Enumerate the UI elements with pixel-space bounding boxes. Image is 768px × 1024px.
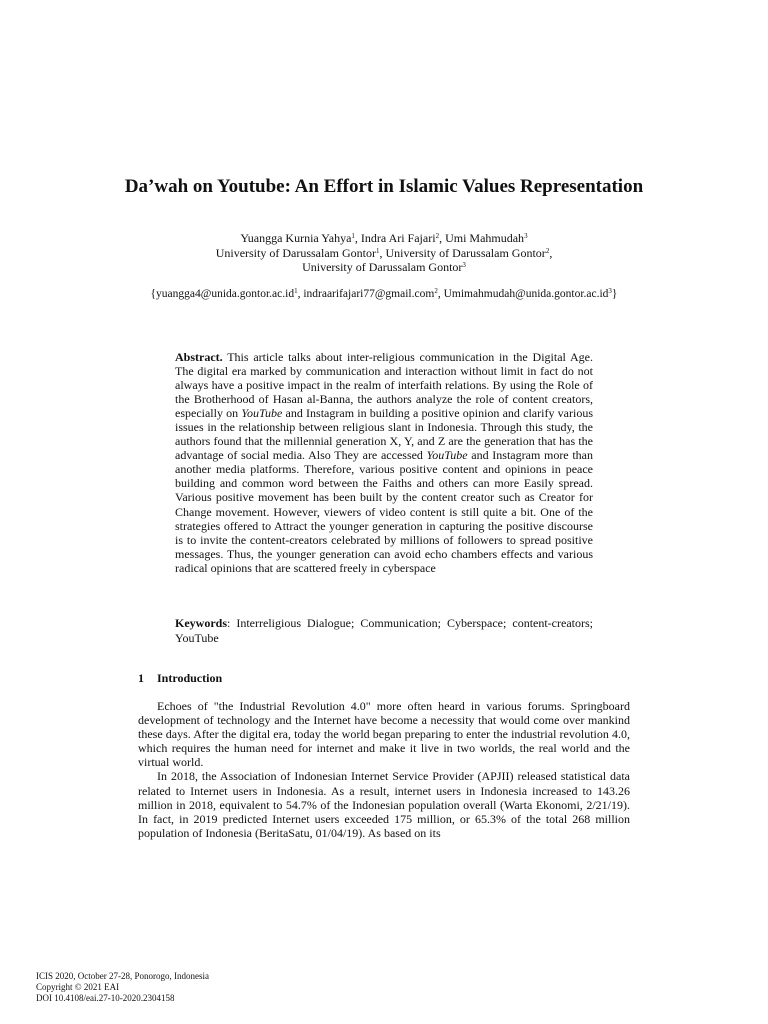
affiliation-superscript: 1 bbox=[376, 246, 380, 255]
author-superscript: 3 bbox=[524, 232, 528, 240]
affiliation: University of Darussalam Gontor bbox=[215, 245, 376, 260]
abstract-italic-youtube: YouTube bbox=[241, 406, 283, 421]
abstract-text: and Instagram in building a positive opinion and clarify various issues in the relationship between religious slant in Indonesia. Through this study, the authors found that the millennial generation X, Y, and Z are the generation that has the advantage of social media. Also They are accessed bbox=[175, 406, 593, 463]
paper-title: Da’wah on Youtube: An Effort in Islamic Values Representation bbox=[124, 176, 644, 197]
keywords bbox=[175, 616, 593, 645]
author-superscript: 2 bbox=[435, 232, 440, 240]
author-names bbox=[100, 231, 668, 246]
author-name: Yuangga Kurnia Yahya bbox=[240, 231, 352, 245]
footer-doi: DOI 10.4108/eai.27-10-2020.2304158 bbox=[36, 993, 175, 1003]
abstract-label: Abstract. bbox=[175, 350, 223, 364]
affiliation: University of Darussalam Gontor bbox=[302, 260, 463, 274]
body-paragraph: Echoes of "the Industrial Revolution 4.0" more often heard in various forums. Springboard development of technology and the Internet have become a necessity that would come over mankind these days. After the digital era, today the world began preparing to enter the industrial revolution 4.0, which requires the human need for internet and make it live in two worlds, the real world and the virtual world. bbox=[138, 699, 630, 770]
affiliation-superscript: 2 bbox=[545, 246, 550, 255]
author-name: , Umi Mahmudah bbox=[439, 231, 525, 245]
affiliation: , University of Darussalam Gontor bbox=[379, 245, 546, 260]
keywords-text: : Interreligious Dialogue; Communication; Cyberspace; content-creators; YouTube bbox=[175, 616, 593, 645]
email-superscript: 1 bbox=[294, 287, 298, 295]
abstract-italic-youtube: YouTube bbox=[426, 448, 468, 463]
footer bbox=[36, 971, 209, 1004]
body-paragraph: In 2018, the Association of Indonesian Internet Service Provider (APJII) released statistical data related to Internet users in Indonesia. As a result, internet users in Indonesia increased to 143.26 million in 2018, equivalent to 54.7% of the Indonesian population overall (Warta Ekonomi, 2/21/19). In fact, in 2019 predicted Internet users exceeded 175 million, or 65.3% of the total 268 million population of Indonesia (BeritaSatu, 01/04/19). As based on its bbox=[138, 769, 630, 840]
author-emails bbox=[60, 287, 708, 301]
body-text bbox=[138, 699, 630, 840]
email-superscript: 3 bbox=[608, 287, 612, 295]
author-block bbox=[100, 231, 668, 275]
section-heading bbox=[138, 671, 222, 685]
email: {yuangga4@unida.gontor.ac.id bbox=[150, 288, 295, 300]
email-close-brace: } bbox=[611, 288, 618, 300]
footer-copyright: Copyright © 2021 EAI bbox=[36, 982, 120, 992]
email: , Umimahmudah@unida.gontor.ac.id bbox=[437, 288, 609, 300]
abstract-text: and Instagram more than another media platforms. Therefore, various positive content and opinions in peace building and common word between the Faiths and others can more Easily spread. Various positive movement has been built by the content creator such as Creator for Change movement. However, viewers of video content is still quite a bit. One of the strategies offered to Attract the younger generation in capturing the positive discourse is to invite the content-creators celebrated by millions of followers to spread positive messages. Thus, the younger generation can avoid echo chambers effects and various radical opinions that are scattered freely in cyberspace bbox=[175, 448, 593, 575]
footer-conference: ICIS 2020, October 27-28, Ponorogo, Indonesia bbox=[36, 971, 209, 981]
affiliations-line-2 bbox=[100, 260, 668, 275]
author-name: , Indra Ari Fajari bbox=[354, 231, 436, 245]
section-title: Introduction bbox=[157, 671, 223, 685]
email: , indraarifajari77@gmail.com bbox=[297, 288, 435, 300]
keywords-label: Keywords bbox=[175, 616, 227, 630]
email-superscript: 2 bbox=[434, 287, 438, 295]
section-number: 1 bbox=[138, 671, 144, 685]
abstract bbox=[175, 350, 593, 575]
abstract-text: This article talks about inter-religious communication in the Digital Age. The digital era marked by communication and interaction without limit in fact do not always have a positive impact in the realm of interfaith relations. By using the Role of the Brotherhood of Hasan al-Banna, the authors analyze the role of content creators, especially on bbox=[175, 350, 593, 421]
affiliation-superscript: 3 bbox=[462, 261, 466, 269]
affiliation: , bbox=[549, 245, 553, 260]
author-superscript: 1 bbox=[351, 232, 355, 240]
affiliations-line-1 bbox=[100, 246, 668, 261]
